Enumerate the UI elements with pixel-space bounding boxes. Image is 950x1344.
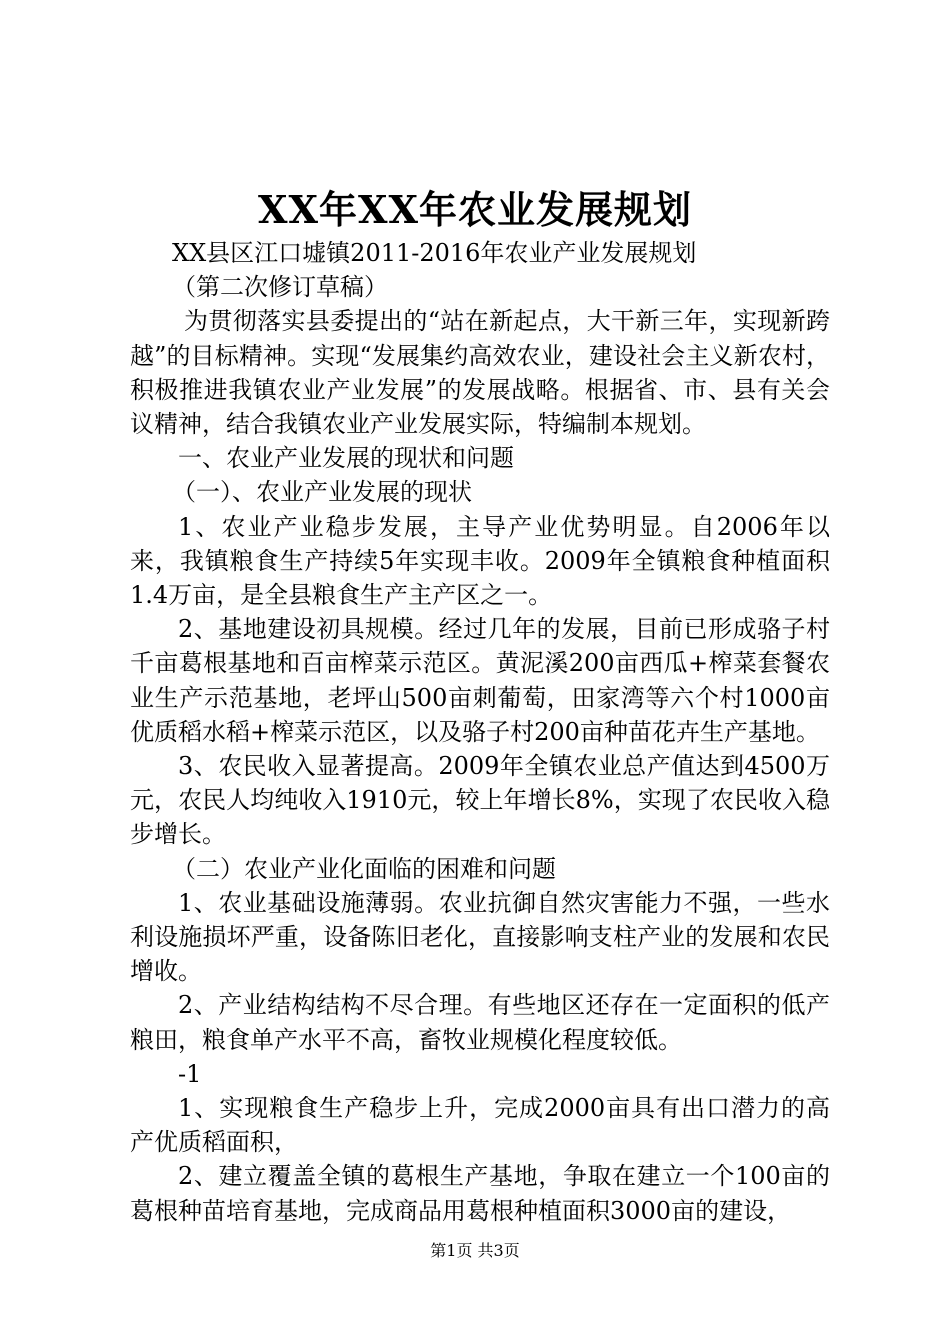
- revision-note: （第二次修订草稿）: [172, 273, 388, 302]
- document-body: [130, 236, 830, 1228]
- intro-paragraph: 为贯彻落实县委提出的“站在新起点，大干新三年，实现新跨越”的目标精神。实现“发展集约高效农业，建设社会主义新农村，积极推进我镇农业产业发展”的发展战略。根据省、市、县有关会议精神，结合我镇农业产业发展实际，特编制本规划。: [130, 307, 830, 439]
- body-paragraph: 2、建立覆盖全镇的葛根生产基地，争取在建立一个100亩的葛根种苗培育基地，完成商品用葛根种植面积3000亩的建设，: [130, 1162, 830, 1225]
- body-paragraph: 1、农业产业稳步发展，主导产业优势明显。自2006年以来，我镇粮食生产持续5年实现丰收。2009年全镇粮食种植面积1.4万亩，是全县粮食生产主产区之一。: [130, 512, 830, 610]
- page-footer: 第1页 共3页: [430, 1241, 520, 1260]
- body-paragraph: 1、农业基础设施薄弱。农业抗御自然灾害能力不强，一些水利设施损坏严重，设备陈旧老化，直接影响支柱产业的发展和农民增收。: [130, 888, 830, 986]
- body-paragraph: 2、基地建设初具规模。经过几年的发展，目前已形成骆子村千亩葛根基地和百亩榨菜示范区。黄泥溪200亩西瓜+榨菜套餐农业生产示范基地，老坪山500亩刺葡萄，田家湾等六个村1000亩优质稻水稻+榨菜示范区，以及骆子村200亩种苗花卉生产基地。: [130, 615, 830, 746]
- subsection-heading: （一）、农业产业发展的现状: [172, 478, 472, 507]
- body-paragraph: 2、产业结构结构不尽合理。有些地区还存在一定面积的低产粮田，粮食单产水平不高，畜牧业规模化程度较低。: [130, 991, 830, 1054]
- document-title: XX年XX年农业发展规划: [258, 187, 692, 232]
- section-heading: 一、农业产业发展的现状和问题: [178, 444, 514, 473]
- subsection-heading: （二）农业产业化面临的困难和问题: [172, 854, 556, 883]
- page-marker: -1: [178, 1059, 202, 1088]
- body-paragraph: 3、农民收入显著提高。2009年全镇农业总产值达到4500万元，农民人均纯收入1910元，较上年增长8%，实现了农民收入稳步增长。: [130, 752, 830, 849]
- body-paragraph: 1、实现粮食生产稳步上升，完成2000亩具有出口潜力的高产优质稻面积，: [130, 1094, 830, 1157]
- subtitle: XX县区江口墟镇2011-2016年农业产业发展规划: [172, 239, 697, 267]
